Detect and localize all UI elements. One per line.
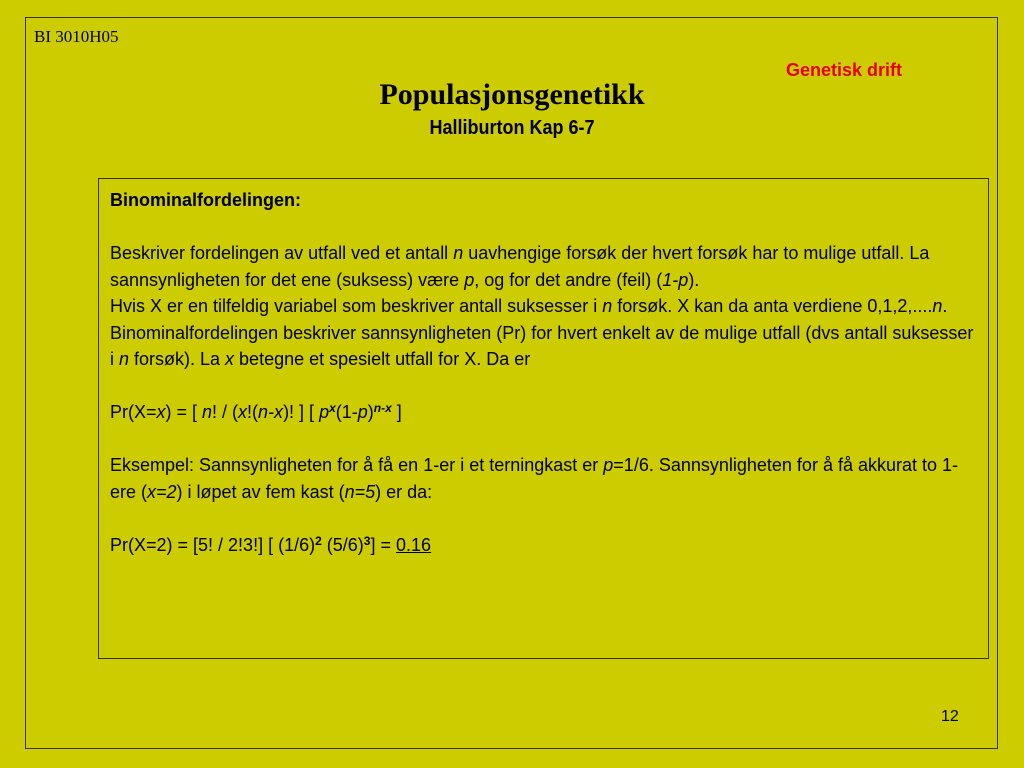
box-heading: Binominalfordelingen: xyxy=(110,190,301,210)
exponent-x xyxy=(329,401,336,415)
var-x: x xyxy=(238,402,248,422)
spacer xyxy=(110,505,980,532)
var-p: p xyxy=(603,455,614,475)
var-n: n xyxy=(453,243,464,263)
text-segment: ) = [ xyxy=(165,402,203,422)
text-segment: ) xyxy=(367,402,374,422)
spacer xyxy=(110,214,980,241)
text-segment: ! / ( xyxy=(212,402,239,422)
var-p: p xyxy=(357,402,368,422)
slide-subtitle: Halliburton Kap 6-7 xyxy=(429,117,595,139)
text-segment: ] = xyxy=(370,534,396,555)
text-segment: . Binominalfordelingen beskriver sannsynligheten (Pr) for hvert enkelt av de mulige utfall (dvs antall suksesser i xyxy=(110,296,974,369)
result-formula xyxy=(110,532,980,559)
text-segment: Eksempel: Sannsynligheten for å få en 1-er i et terningkast er xyxy=(110,455,604,475)
spacer xyxy=(110,373,980,400)
var-p: p xyxy=(319,402,330,422)
text-segment: Pr(X= xyxy=(110,402,157,422)
var-x: x xyxy=(225,349,235,369)
var-n-equals-5: n=5 xyxy=(344,481,376,502)
page-number: 12 xyxy=(941,708,959,725)
text-segment: )! ] [ xyxy=(283,402,320,422)
var-n-minus-x: n-x xyxy=(258,402,284,422)
text-segment: ) er da: xyxy=(375,481,433,502)
content-text xyxy=(110,187,980,558)
var-n: n xyxy=(119,349,130,369)
text-segment: forsøk. X kan da anta verdiene 0,1,2,.... xyxy=(612,296,933,316)
course-code: BI 3010H05 xyxy=(34,27,119,46)
text-segment: ). xyxy=(688,269,700,290)
exponent-3: 3 xyxy=(363,533,371,548)
exponent-2: 2 xyxy=(315,533,322,548)
exponent-n-minus-x xyxy=(374,401,392,415)
example-paragraph xyxy=(110,452,980,505)
exponent-n-minus-x-text: n-x xyxy=(373,401,392,415)
text-segment: ] xyxy=(391,402,402,422)
text-segment: Beskriver fordelingen av utfall ved et antall xyxy=(110,243,454,263)
text-segment: ) i løpet av fem kast ( xyxy=(176,481,345,502)
text-segment: !( xyxy=(247,402,259,422)
topic-label: Genetisk drift xyxy=(786,60,903,80)
slide-title: Populasjonsgenetikk xyxy=(379,78,645,111)
text-segment: betegne et spesielt utfall for X. Da er xyxy=(234,349,531,369)
text-segment: , og for det andre (feil) ( xyxy=(474,269,663,290)
var-p: p xyxy=(464,269,475,290)
content-box xyxy=(98,178,989,659)
var-n: n xyxy=(602,296,613,316)
text-segment: uavhengige forsøk der hvert forsøk har to mulige utfall. La sannsynligheten for det ene (suksess) være xyxy=(110,243,930,290)
var-one-minus-p: 1-p xyxy=(662,269,689,290)
text-segment: Pr(X=2) = [5! / 2!3!] [ (1/6) xyxy=(110,534,316,555)
var-x-equals-2: x=2 xyxy=(147,481,177,502)
text-segment: (1- xyxy=(335,402,358,422)
description-paragraph xyxy=(110,240,980,293)
text-segment: Hvis X er en tilfeldig variabel som beskriver antall suksesser i xyxy=(110,296,603,316)
spacer xyxy=(110,426,980,453)
var-n: n xyxy=(932,296,943,316)
text-segment: forsøk). La xyxy=(129,349,226,369)
text-segment: =1/6. Sannsynligheten for å få akkurat to 1-ere ( xyxy=(110,455,959,502)
exponent-x-text: x xyxy=(329,401,336,415)
variable-paragraph xyxy=(110,293,980,373)
var-x: x xyxy=(156,402,166,422)
text-segment: (5/6) xyxy=(321,534,364,555)
formula xyxy=(110,399,980,426)
result-value: 0.16 xyxy=(396,534,432,555)
var-n: n xyxy=(202,402,213,422)
